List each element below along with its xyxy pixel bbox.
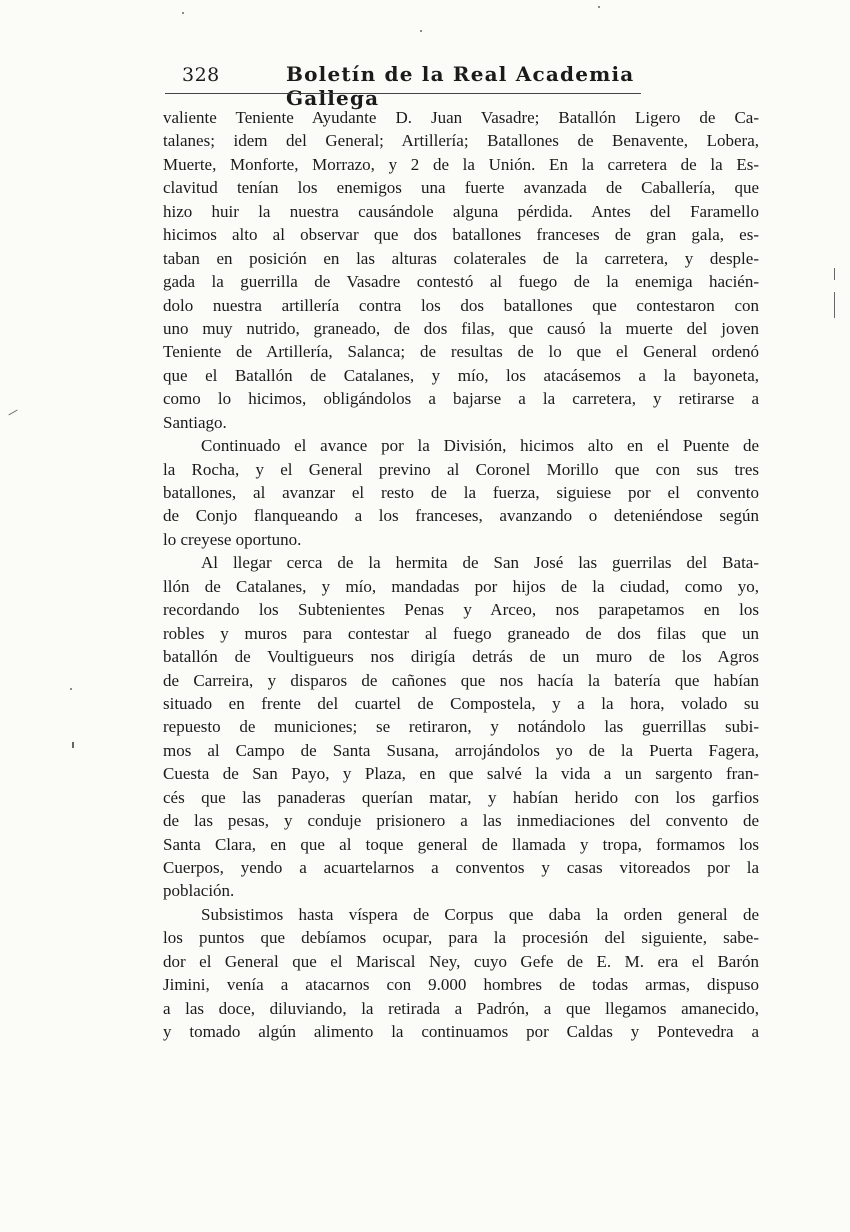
text-line: y tomado algún alimento la continuamos por Caldas y Pontevedra a xyxy=(163,1022,759,1042)
scan-speck xyxy=(182,12,184,14)
text-line: Al llegar cerca de la hermita de San José las guerrilas del Bata- xyxy=(201,553,759,573)
text-line: de Carreira, y disparos de cañones que nos hacía la batería que habían xyxy=(163,670,759,690)
text-line: la Rocha, y el General previno al Coronel Morillo que con sus tres xyxy=(163,459,759,479)
text-line: los puntos que debíamos ocupar, para la procesión del siguiente, sabe- xyxy=(163,928,759,948)
text-line: Santa Clara, en que al toque general de llamada y tropa, formamos los xyxy=(163,834,759,854)
text-line: a las doce, diluviando, la retirada a Padrón, a que llegamos amanecido, xyxy=(163,998,759,1018)
text-line: Muerte, Monforte, Morrazo, y 2 de la Unión. En la carretera de la Es- xyxy=(163,154,759,174)
text-line: valiente Teniente Ayudante D. Juan Vasadre; Batallón Ligero de Ca- xyxy=(163,108,759,127)
text-line: dor el General que el Mariscal Ney, cuyo Gefe de E. M. era el Barón xyxy=(163,951,759,971)
text-line: de las pesas, y conduje prisionero a las inmediaciones del convento de xyxy=(163,811,759,831)
text-line: como lo hicimos, obligándolos a bajarse a la carretera, y retirarse a xyxy=(163,389,759,409)
text-line: hizo huir la nuestra causándole alguna pérdida. Antes del Faramello xyxy=(163,201,759,221)
text-line: dolo nuestra artillería contra los dos batallones que contestaron con xyxy=(163,295,759,315)
text-line: gada la guerrilla de Vasadre contestó al fuego de la enemiga hacién- xyxy=(163,272,759,292)
header-rule xyxy=(165,93,641,94)
text-line: mos al Campo de Santa Susana, arrojándolos yo de la Puerta Fagera, xyxy=(163,740,759,760)
text-line: que el Batallón de Catalanes, y mío, los atacásemos a la bayoneta, xyxy=(163,365,759,385)
scan-speck xyxy=(834,292,835,318)
scan-speck xyxy=(8,410,17,416)
text-line: cés que las panaderas querían matar, y habían herido con los garfios xyxy=(163,787,759,807)
text-line: talanes; idem del General; Artillería; Batallones de Benavente, Lobera, xyxy=(163,131,759,151)
text-line: robles y muros para contestar al fuego graneado de dos filas que un xyxy=(163,623,759,643)
text-line: de Conjo flanqueando a los franceses, avanzando o deteniéndose según xyxy=(163,506,759,526)
text-line: batallón de Voultigueurs nos dirigía detrás de un muro de los Agros xyxy=(163,647,759,667)
scan-speck xyxy=(420,30,422,32)
running-title: Boletín de la Real Academia Gallega xyxy=(286,62,635,110)
text-line: situado en frente del cuartel de Compostela, y a la hora, volado su xyxy=(163,693,759,713)
scan-speck xyxy=(72,742,74,748)
text-line: batallones, al avanzar el resto de la fuerza, siguiese por el convento xyxy=(163,483,759,502)
text-line: Teniente de Artillería, Salanca; de resultas de lo que el General ordenó xyxy=(163,342,759,362)
text-line: Cuerpos, yendo a acuartelarnos a conventos y casas vitoreados por la xyxy=(163,858,759,877)
text-line: Subsistimos hasta víspera de Corpus que daba la orden general de xyxy=(201,904,759,924)
text-line: Continuado el avance por la División, hicimos alto en el Puente de xyxy=(201,436,759,456)
body-text xyxy=(163,106,759,1044)
text-line: Cuesta de San Payo, y Plaza, en que salvé la vida a un sargento fran- xyxy=(163,764,759,784)
text-line: uno muy nutrido, graneado, de dos filas, que causó la muerte del joven xyxy=(163,318,759,338)
text-line: llón de Catalanes, y mío, mandadas por hijos de la ciudad, como yo, xyxy=(163,576,759,596)
text-line: clavitud tenían los enemigos una fuerte avanzada de Caballería, que xyxy=(163,178,759,198)
text-line: población. xyxy=(163,881,235,901)
page-header xyxy=(182,62,642,110)
text-line: repuesto de municiones; se retiraron, y notándolo las guerrillas subi- xyxy=(163,717,759,737)
scan-speck xyxy=(834,268,835,280)
scan-speck xyxy=(598,6,600,8)
page-number: 328 xyxy=(182,64,220,86)
text-line: taban en posición en las alturas colaterales de la carretera, y desple- xyxy=(163,248,759,268)
text-line: Santiago. xyxy=(163,412,227,432)
text-line: lo creyese oportuno. xyxy=(163,529,302,549)
text-line: Jimini, venía a atacarnos con 9.000 hombres de todas armas, dispuso xyxy=(163,975,759,995)
scan-speck xyxy=(70,688,72,690)
text-line: recordando los Subtenientes Penas y Arceo, nos parapetamos en los xyxy=(163,600,759,620)
text-line: hicimos alto al observar que dos batallones franceses de gran gala, es- xyxy=(163,225,759,245)
